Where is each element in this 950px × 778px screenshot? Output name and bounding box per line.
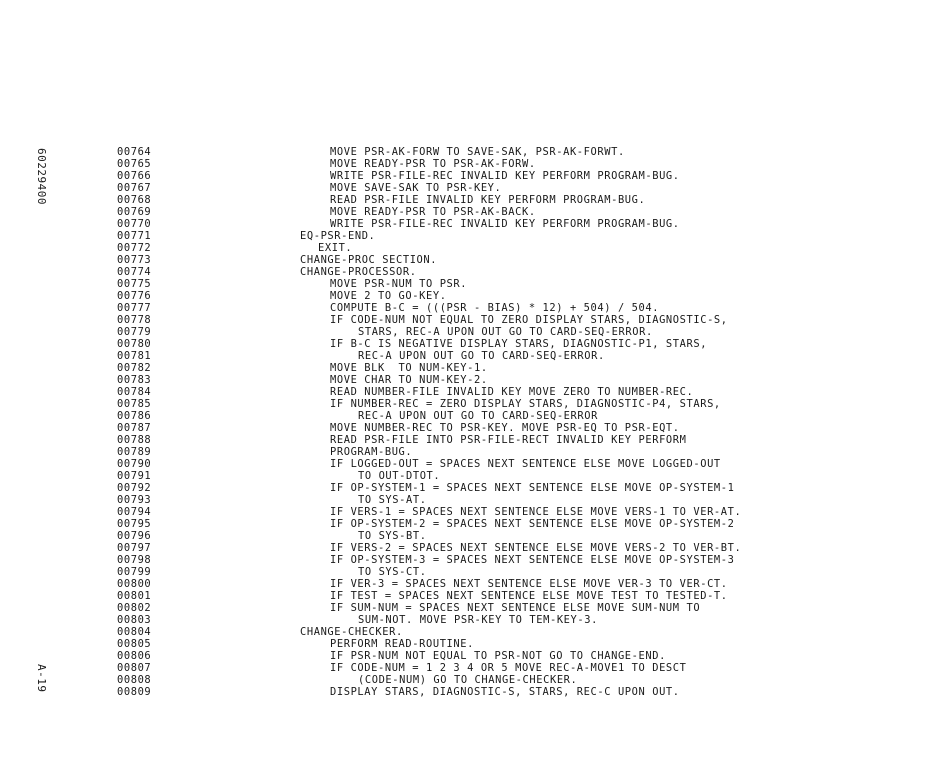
- code-text: SUM-NOT. MOVE PSR-KEY TO TEM-KEY-3.: [358, 614, 598, 626]
- line-number: 00804: [117, 626, 152, 638]
- listing-line: [0, 326, 950, 338]
- code-text: MOVE READY-PSR TO PSR-AK-FORW.: [330, 158, 536, 170]
- line-number: 00799: [117, 566, 152, 578]
- listing-line: [0, 230, 950, 242]
- line-number: 00787: [117, 422, 152, 434]
- listing-line: [0, 626, 950, 638]
- line-number: 00772: [117, 242, 152, 254]
- line-number: 00786: [117, 410, 152, 422]
- code-text: TO SYS-BT.: [358, 530, 427, 542]
- code-text: MOVE NUMBER-REC TO PSR-KEY. MOVE PSR-EQ TO PSR-EQT.: [330, 422, 680, 434]
- code-text: STARS, REC-A UPON OUT GO TO CARD-SEQ-ERROR.: [358, 326, 653, 338]
- line-number: 00802: [117, 602, 152, 614]
- listing-line: [0, 314, 950, 326]
- code-text: WRITE PSR-FILE-REC INVALID KEY PERFORM PROGRAM-BUG.: [330, 218, 680, 230]
- line-number: 00785: [117, 398, 152, 410]
- code-text: TO SYS-CT.: [358, 566, 427, 578]
- listing-line: [0, 302, 950, 314]
- code-text: IF VERS-1 = SPACES NEXT SENTENCE ELSE MOVE VERS-1 TO VER-AT.: [330, 506, 742, 518]
- line-number: 00808: [117, 674, 152, 686]
- line-number: 00795: [117, 518, 152, 530]
- listing-line: [0, 482, 950, 494]
- code-text: READ PSR-FILE INTO PSR-FILE-RECT INVALID KEY PERFORM: [330, 434, 687, 446]
- line-number: 00798: [117, 554, 152, 566]
- listing-line: [0, 242, 950, 254]
- code-text: CHANGE-PROCESSOR.: [300, 266, 417, 278]
- listing-line: [0, 158, 950, 170]
- code-text: CHANGE-PROC SECTION.: [300, 254, 438, 266]
- code-text: MOVE PSR-NUM TO PSR.: [330, 278, 468, 290]
- listing-line: [0, 530, 950, 542]
- page-number: A-19: [35, 664, 48, 693]
- line-number: 00796: [117, 530, 152, 542]
- listing-line: [0, 662, 950, 674]
- code-text: MOVE SAVE-SAK TO PSR-KEY.: [330, 182, 502, 194]
- listing-line: [0, 590, 950, 602]
- line-number: 00771: [117, 230, 152, 242]
- line-number: 00783: [117, 374, 152, 386]
- code-text: MOVE 2 TO GO-KEY.: [330, 290, 447, 302]
- line-number: 00790: [117, 458, 152, 470]
- listing-line: [0, 674, 950, 686]
- line-number: 00801: [117, 590, 152, 602]
- line-number: 00770: [117, 218, 152, 230]
- code-text: (CODE-NUM) GO TO CHANGE-CHECKER.: [358, 674, 578, 686]
- line-number: 00797: [117, 542, 152, 554]
- listing-line: [0, 446, 950, 458]
- code-text: IF VERS-2 = SPACES NEXT SENTENCE ELSE MOVE VERS-2 TO VER-BT.: [330, 542, 742, 554]
- code-text: READ PSR-FILE INVALID KEY PERFORM PROGRAM-BUG.: [330, 194, 646, 206]
- listing-line: [0, 470, 950, 482]
- line-number: 00805: [117, 638, 152, 650]
- line-number: 00775: [117, 278, 152, 290]
- listing-line: [0, 266, 950, 278]
- listing-line: [0, 194, 950, 206]
- code-text: MOVE CHAR TO NUM-KEY-2.: [330, 374, 488, 386]
- listing-line: [0, 254, 950, 266]
- listing-line: [0, 146, 950, 158]
- code-text: IF VER-3 = SPACES NEXT SENTENCE ELSE MOVE VER-3 TO VER-CT.: [330, 578, 728, 590]
- line-number: 00774: [117, 266, 152, 278]
- line-number: 00782: [117, 362, 152, 374]
- listing-line: [0, 614, 950, 626]
- code-text: REC-A UPON OUT GO TO CARD-SEQ-ERROR: [358, 410, 598, 422]
- code-text: CHANGE-CHECKER.: [300, 626, 403, 638]
- code-text: MOVE PSR-AK-FORW TO SAVE-SAK, PSR-AK-FORWT.: [330, 146, 625, 158]
- listing-line: [0, 362, 950, 374]
- line-number: 00778: [117, 314, 152, 326]
- listing-line: [0, 398, 950, 410]
- line-number: 00768: [117, 194, 152, 206]
- listing-line: [0, 686, 950, 698]
- line-number: 00784: [117, 386, 152, 398]
- listing-line: [0, 278, 950, 290]
- code-text: TO OUT-DTOT.: [358, 470, 441, 482]
- listing-line: [0, 434, 950, 446]
- listing-line: [0, 182, 950, 194]
- line-number: 00800: [117, 578, 152, 590]
- code-text: COMPUTE B-C = (((PSR - BIAS) * 12) + 504) / 504.: [330, 302, 660, 314]
- code-text: EQ-PSR-END.: [300, 230, 376, 242]
- line-number: 00779: [117, 326, 152, 338]
- listing-line: [0, 518, 950, 530]
- listing-line: [0, 422, 950, 434]
- code-text: WRITE PSR-FILE-REC INVALID KEY PERFORM PROGRAM-BUG.: [330, 170, 680, 182]
- listing-line: [0, 506, 950, 518]
- line-number: 00769: [117, 206, 152, 218]
- code-text: REC-A UPON OUT GO TO CARD-SEQ-ERROR.: [358, 350, 605, 362]
- code-text: IF OP-SYSTEM-2 = SPACES NEXT SENTENCE ELSE MOVE OP-SYSTEM-2: [330, 518, 735, 530]
- code-text: IF OP-SYSTEM-1 = SPACES NEXT SENTENCE ELSE MOVE OP-SYSTEM-1: [330, 482, 735, 494]
- listing-line: [0, 458, 950, 470]
- listing-line: [0, 602, 950, 614]
- line-number: 00773: [117, 254, 152, 266]
- code-text: MOVE BLK TO NUM-KEY-1.: [330, 362, 488, 374]
- line-number: 00793: [117, 494, 152, 506]
- code-text: PROGRAM-BUG.: [330, 446, 413, 458]
- listing-line: [0, 350, 950, 362]
- line-number: 00781: [117, 350, 152, 362]
- listing-line: [0, 542, 950, 554]
- listing-line: [0, 638, 950, 650]
- line-number: 00791: [117, 470, 152, 482]
- listing-line: [0, 650, 950, 662]
- code-text: PERFORM READ-ROUTINE.: [330, 638, 474, 650]
- document-id: 60229400: [35, 148, 48, 205]
- code-text: IF CODE-NUM = 1 2 3 4 OR 5 MOVE REC-A-MOVE1 TO DESCT: [330, 662, 687, 674]
- listing-line: [0, 554, 950, 566]
- line-number: 00789: [117, 446, 152, 458]
- listing-line: [0, 290, 950, 302]
- line-number: 00794: [117, 506, 152, 518]
- code-text: IF B-C IS NEGATIVE DISPLAY STARS, DIAGNOSTIC-P1, STARS,: [330, 338, 708, 350]
- code-text: IF LOGGED-OUT = SPACES NEXT SENTENCE ELSE MOVE LOGGED-OUT: [330, 458, 721, 470]
- listing-line: [0, 578, 950, 590]
- code-text: MOVE READY-PSR TO PSR-AK-BACK.: [330, 206, 536, 218]
- line-number: 00792: [117, 482, 152, 494]
- code-text: IF SUM-NUM = SPACES NEXT SENTENCE ELSE MOVE SUM-NUM TO: [330, 602, 701, 614]
- code-text: READ NUMBER-FILE INVALID KEY MOVE ZERO TO NUMBER-REC.: [330, 386, 694, 398]
- code-text: EXIT.: [318, 242, 353, 254]
- code-text: DISPLAY STARS, DIAGNOSTIC-S, STARS, REC-C UPON OUT.: [330, 686, 680, 698]
- listing-line: [0, 170, 950, 182]
- listing-line: [0, 206, 950, 218]
- code-text: TO SYS-AT.: [358, 494, 427, 506]
- line-number: 00764: [117, 146, 152, 158]
- line-number: 00807: [117, 662, 152, 674]
- line-number: 00788: [117, 434, 152, 446]
- listing-line: [0, 494, 950, 506]
- line-number: 00766: [117, 170, 152, 182]
- code-text: IF TEST = SPACES NEXT SENTENCE ELSE MOVE TEST TO TESTED-T.: [330, 590, 728, 602]
- listing-line: [0, 374, 950, 386]
- line-number: 00765: [117, 158, 152, 170]
- line-number: 00806: [117, 650, 152, 662]
- code-text: IF NUMBER-REC = ZERO DISPLAY STARS, DIAGNOSTIC-P4, STARS,: [330, 398, 721, 410]
- listing-line: [0, 338, 950, 350]
- code-text: IF PSR-NUM NOT EQUAL TO PSR-NOT GO TO CHANGE-END.: [330, 650, 666, 662]
- source-listing: [0, 146, 950, 698]
- listing-line: [0, 386, 950, 398]
- line-number: 00776: [117, 290, 152, 302]
- line-number: 00803: [117, 614, 152, 626]
- line-number: 00780: [117, 338, 152, 350]
- code-text: IF OP-SYSTEM-3 = SPACES NEXT SENTENCE ELSE MOVE OP-SYSTEM-3: [330, 554, 735, 566]
- listing-line: [0, 410, 950, 422]
- line-number: 00809: [117, 686, 152, 698]
- line-number: 00777: [117, 302, 152, 314]
- line-number: 00767: [117, 182, 152, 194]
- listing-line: [0, 566, 950, 578]
- listing-line: [0, 218, 950, 230]
- code-text: IF CODE-NUM NOT EQUAL TO ZERO DISPLAY STARS, DIAGNOSTIC-S,: [330, 314, 728, 326]
